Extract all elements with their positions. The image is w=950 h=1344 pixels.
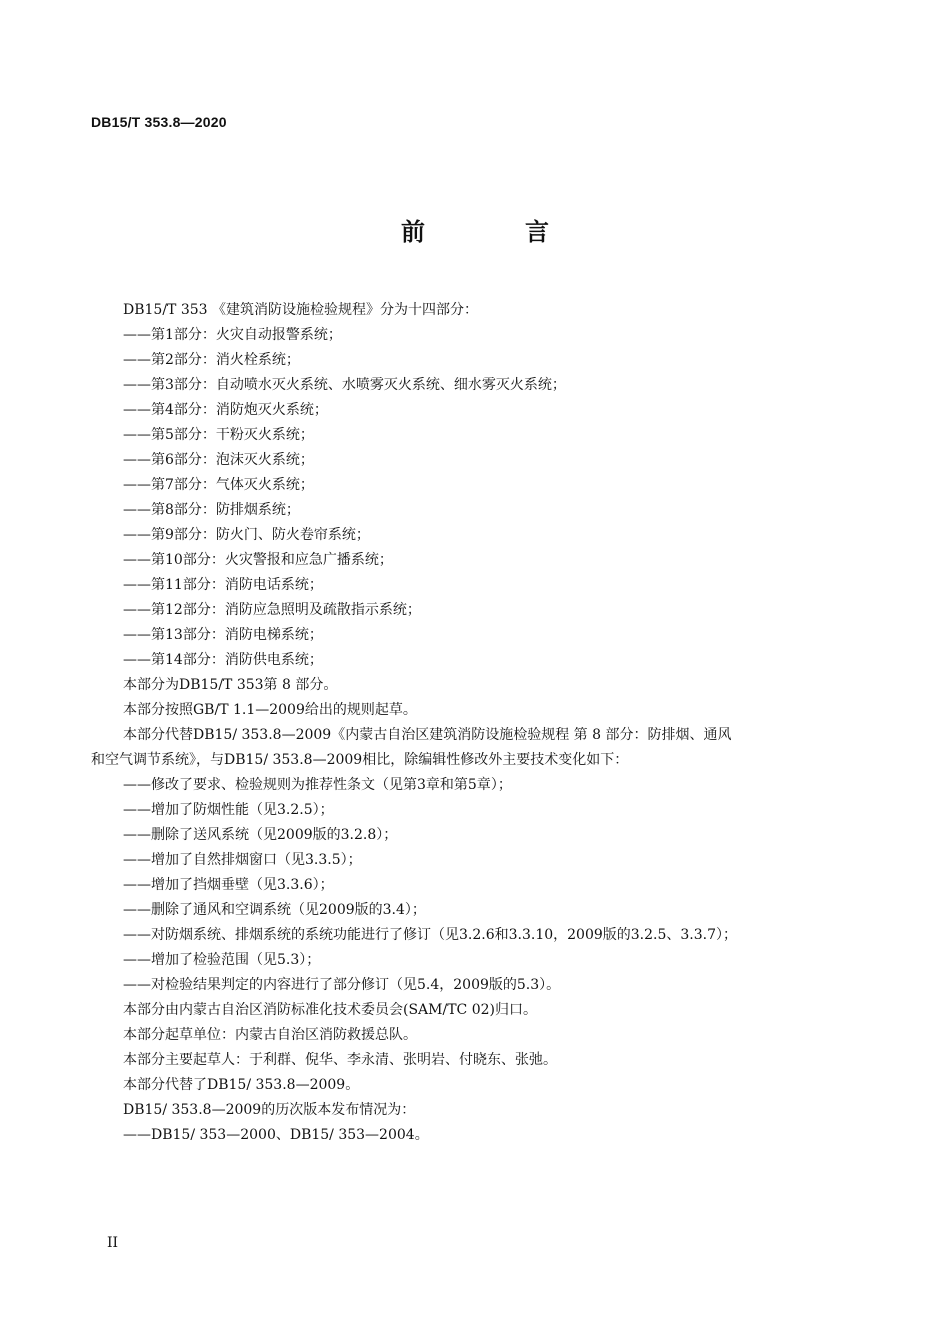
foreword-line: ——第5部分：干粉灭火系统； [123,427,314,443]
foreword-line: ——第8部分：防排烟系统； [123,502,300,518]
foreword-line: ——修改了要求、检验规则为推荐性条文（见第3章和第5章）； [123,777,512,793]
foreword-line: 和空气调节系统》，与DB15/ 353.8—2009相比，除编辑性修改外主要技术变化如下： [91,752,629,768]
page-title: 前 言 [401,218,587,246]
foreword-line: ——第11部分：消防电话系统； [123,577,323,593]
foreword-line: 本部分为DB15/T 353第 8 部分。 [123,677,338,693]
foreword-line: ——对检验结果判定的内容进行了部分修订（见5.4，2009版的5.3）。 [123,977,561,993]
foreword-line: 本部分由内蒙古自治区消防标准化技术委员会(SAM/TC 02)归口。 [123,1002,537,1018]
foreword-line: ——第9部分：防火门、防火卷帘系统； [123,527,370,543]
foreword-line: ——第7部分：气体灭火系统； [123,477,314,493]
foreword-line: ——第4部分：消防炮灭火系统； [123,402,328,418]
page-number: II [107,1235,119,1251]
foreword-line: 本部分按照GB/T 1.1—2009给出的规则起草。 [123,702,417,718]
foreword-line: ——第2部分：消火栓系统； [123,352,300,368]
foreword-body [91,298,851,1148]
foreword-line: ——对防烟系统、排烟系统的系统功能进行了修订（见3.2.6和3.3.10，2009版的3.2.5、3.3.7）； [123,927,738,943]
foreword-line: 本部分代替DB15/ 353.8—2009《内蒙古自治区建筑消防设施检验规程 第 8 部分：防排烟、通风 [123,727,732,743]
foreword-line: DB15/ 353.8—2009的历次版本发布情况为： [123,1102,416,1118]
foreword-line: ——增加了防烟性能（见3.2.5）； [123,802,334,818]
foreword-line: ——第6部分：泡沫灭火系统； [123,452,314,468]
foreword-line: 本部分主要起草人：于利群、倪华、李永清、张明岩、付晓东、张弛。 [123,1052,557,1068]
foreword-line: ——删除了送风系统（见2009版的3.2.8）； [123,827,398,843]
standard-code: DB15/T 353.8—2020 [91,114,227,130]
foreword-line: 本部分代替了DB15/ 353.8—2009。 [123,1077,360,1093]
foreword-line: ——增加了挡烟垂壁（见3.3.6）； [123,877,334,893]
foreword-line: ——增加了检验范围（见5.3）； [123,952,321,968]
foreword-line: ——第14部分：消防供电系统； [123,652,323,668]
foreword-line: ——DB15/ 353—2000、DB15/ 353—2004。 [123,1127,429,1143]
foreword-line: ——第12部分：消防应急照明及疏散指示系统； [123,602,421,618]
foreword-line: ——第1部分：火灾自动报警系统； [123,327,342,343]
foreword-line: ——第10部分：火灾警报和应急广播系统； [123,552,393,568]
foreword-line: ——删除了通风和空调系统（见2009版的3.4）； [123,902,426,918]
foreword-line: ——第3部分：自动喷水灭火系统、水喷雾灭火系统、细水雾灭火系统； [123,377,566,393]
foreword-line: DB15/T 353 《建筑消防设施检验规程》分为十四部分： [123,302,479,318]
foreword-line: 本部分起草单位：内蒙古自治区消防救援总队。 [123,1027,417,1043]
foreword-line: ——第13部分：消防电梯系统； [123,627,323,643]
foreword-line: ——增加了自然排烟窗口（见3.3.5）； [123,852,362,868]
